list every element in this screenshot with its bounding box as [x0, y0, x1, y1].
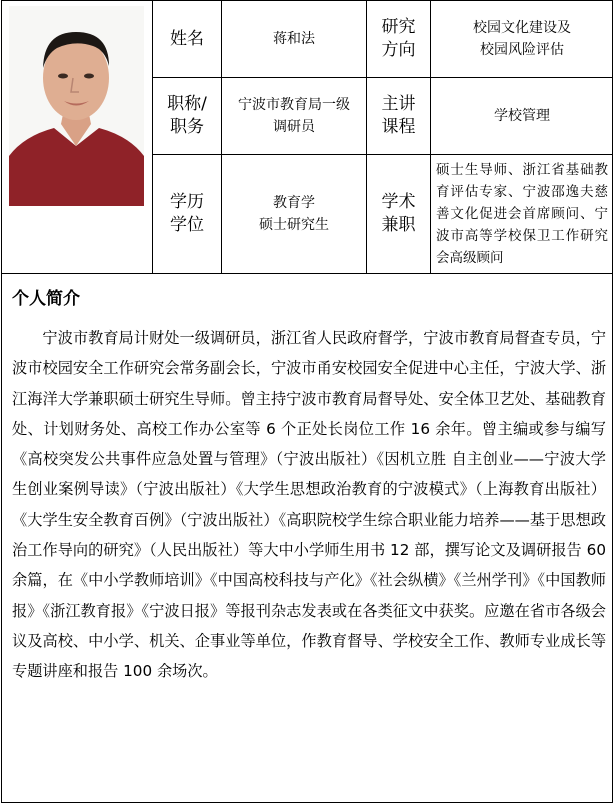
degree-label: 学历 学位: [170, 192, 204, 235]
profile-sheet: [1, 0, 613, 803]
degree-value: 教育学 硕士研究生: [259, 195, 329, 233]
course-value: 学校管理: [494, 108, 550, 124]
portrait-photo: [9, 6, 144, 206]
portrait-icon: [9, 6, 144, 206]
research-value: 校园文化建设及 校园风险评估: [473, 20, 571, 58]
name-label: 姓名: [170, 28, 204, 49]
course-label: 主讲 课程: [381, 94, 416, 137]
bio-heading: 个人简介: [12, 289, 80, 309]
research-label: 研究 方向: [381, 17, 416, 60]
title-label: 职称/ 职务: [167, 94, 207, 137]
name-value: 蒋和法: [273, 31, 315, 47]
bio-paragraph: 宁波市教育局计财处一级调研员，浙江省人民政府督学，宁波市教育局督查专员，宁波市校园安全工作研究会常务副会长，宁波市甬安校园安全促进中心主任，宁波大学、浙江海洋大学兼职硕士研究生导师。曾主持宁波市教育局督导处、安全体卫艺处、基础教育处、计划财务处、高校工作办公室等 6 个正处长岗位工作 16 余年。曾主编或参与编写《高校突发公共事件应急处置与管理》（宁波出版社）《因机立胜 自主创业——宁波大学生创业案例导读》（宁波出版社）《大学生思想政治教育的宁波模式》（上海教育出版社）《大学生安全教育百例》（宁波出版社）《高职院校学生综合职业能力培养——基于思想政治工作导向的研究》（人民出版社）等大中小学师生用书 12 部，撰写论文及调研报告 60 余篇，在《中小学教师培训》《中国高校科技与产化》《社会纵横》《兰州学刊》《中国教师报》《浙江教育报》《宁波日报》等报刊杂志发表或在各类征文中获奖。应邀在省市各级会议及高校、中小学、机关、企事业等单位，作教育督导、学校安全工作、教师专业成长等专题讲座和报告 100 余场次。: [12, 329, 606, 681]
title-value: 宁波市教育局一级 调研员: [238, 97, 350, 135]
academic-value: 硕士生导师、浙江省基础教育评估专家、宁波邵逸夫慈善文化促进会首席顾问、宁波市高等学校保卫工作研究会高级顾问: [436, 162, 608, 266]
academic-label: 学术 兼职: [381, 192, 416, 235]
